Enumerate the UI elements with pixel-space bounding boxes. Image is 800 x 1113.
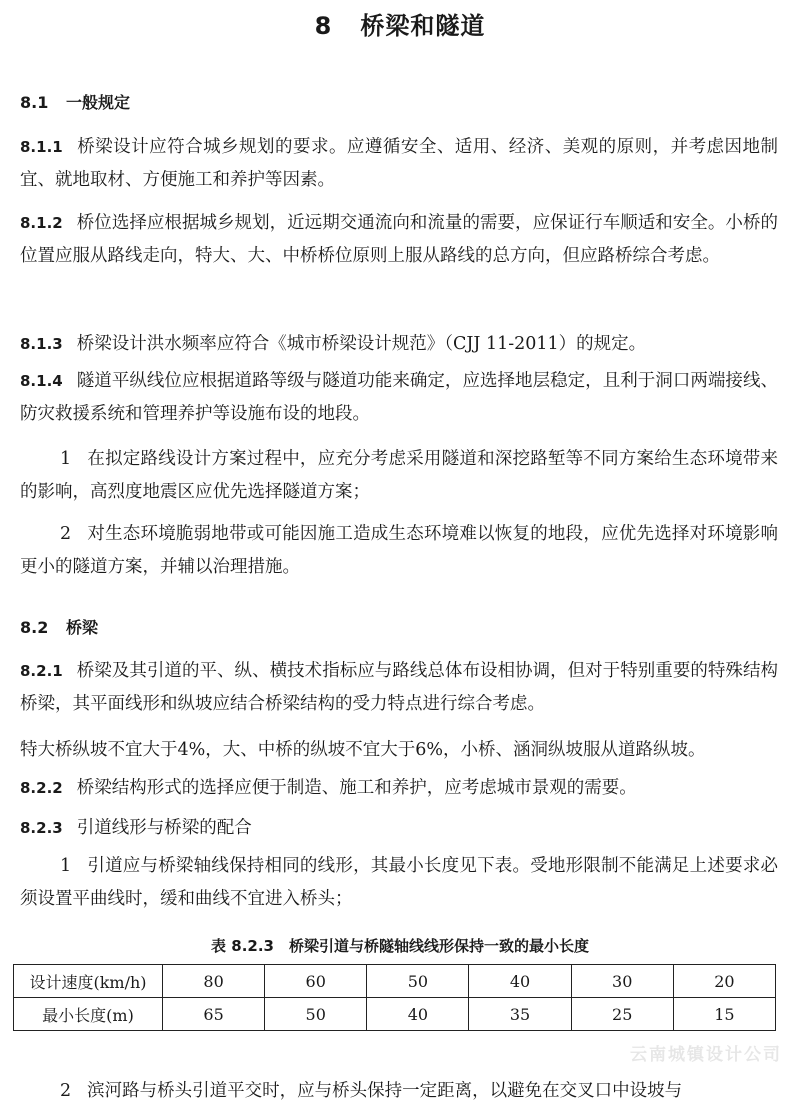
clause-8-1-4 [20, 365, 778, 431]
clause-title: 引道线形与桥梁的配合 [76, 818, 252, 838]
clause-text: 桥梁设计洪水频率应符合《城市桥梁设计规范》（CJJ 11-2011）的规定。 [76, 334, 647, 354]
section-number: 8.2 [20, 618, 49, 637]
clause-8-2-2 [20, 772, 778, 805]
clause-text: 桥梁设计应符合城乡规划的要求。应遵循安全、适用、经济、美观的原则，并考虑因地制宜、就地取材、方便施工和养护等因素。 [20, 137, 778, 190]
item-text: 在拟定路线设计方案过程中，应充分考虑采用隧道和深挖路堑等不同方案给生态环境带来的影响，高烈度地震区应优先选择隧道方案； [20, 449, 778, 502]
table-row [14, 998, 776, 1031]
table-cell: 40 [469, 965, 571, 998]
clause-text: 特大桥纵坡不宜大于4%，大、中桥的纵坡不宜大于6%，小桥、涵洞纵坡服从道路纵坡。 [20, 740, 706, 760]
table-cell: 60 [265, 965, 367, 998]
chapter-title [0, 6, 800, 41]
item-text: 对生态环境脆弱地带或可能因施工造成生态环境难以恢复的地段，应优先选择对环境影响更小的隧道方案，并辅以治理措施。 [20, 524, 778, 577]
item-number: 2 [60, 1081, 72, 1101]
section-heading-8-1 [20, 90, 130, 113]
clause-8-2-3-item-2 [20, 1075, 778, 1108]
table-caption: 表 8.2.3 桥梁引道与桥隧轴线线形保持一致的最小长度 [211, 937, 589, 955]
clause-text: 隧道平纵线位应根据道路等级与隧道功能来确定，应选择地层稳定，且利于洞口两端接线、防灾救援系统和管理养护等设施布设的地段。 [20, 371, 778, 424]
clause-number: 8.1.1 [20, 138, 63, 156]
clause-8-1-4-item-1 [20, 443, 778, 509]
table-cell: 30 [571, 965, 673, 998]
item-number: 1 [60, 449, 72, 469]
table-cell: 35 [469, 998, 571, 1031]
table-cell: 25 [571, 998, 673, 1031]
clause-number: 8.1.2 [20, 214, 63, 232]
table-cell: 50 [367, 965, 469, 998]
clause-8-1-4-item-2 [20, 518, 778, 584]
table-cell: 15 [673, 998, 775, 1031]
watermark-logo: 云南城镇设计公司 [630, 1045, 782, 1065]
section-title: 一般规定 [66, 93, 131, 112]
clause-8-1-1 [20, 131, 778, 197]
table-cell: 65 [163, 998, 265, 1031]
clause-text: 桥梁及其引道的平、纵、横技术指标应与路线总体布设相协调，但对于特别重要的特殊结构桥梁，其平面线形和纵坡应结合桥梁结构的受力特点进行综合考虑。 [20, 661, 778, 714]
clause-8-2-3-item-1 [20, 850, 778, 916]
min-length-table [13, 964, 776, 1031]
chapter-title-text: 桥梁和隧道 [360, 12, 486, 40]
table-row [14, 965, 776, 998]
clause-number: 8.1.3 [20, 335, 63, 353]
clause-8-2-3 [20, 812, 778, 845]
table-cell: 20 [673, 965, 775, 998]
clause-number: 8.2.2 [20, 779, 63, 797]
item-number: 2 [60, 524, 72, 544]
clause-8-2-1 [20, 655, 778, 721]
clause-number: 8.1.4 [20, 372, 63, 390]
table-cell: 80 [163, 965, 265, 998]
section-number: 8.1 [20, 93, 49, 112]
table-row-label: 最小长度(m) [14, 998, 163, 1031]
table-cell: 50 [265, 998, 367, 1031]
clause-text: 桥梁结构形式的选择应便于制造、施工和养护，应考虑城市景观的需要。 [76, 778, 637, 798]
clause-8-1-2 [20, 207, 778, 273]
item-text: 滨河路与桥头引道平交时，应与桥头保持一定距离，以避免在交叉口中设坡与 [87, 1081, 683, 1101]
clause-8-1-3 [20, 328, 778, 361]
clause-number: 8.2.1 [20, 662, 63, 680]
section-title: 桥梁 [66, 618, 99, 637]
table-cell: 40 [367, 998, 469, 1031]
item-number: 1 [60, 856, 72, 876]
clause-8-2-1-continuation [20, 734, 778, 767]
section-heading-8-2 [20, 615, 98, 638]
chapter-number: 8 [314, 12, 333, 40]
item-text: 引道应与桥梁轴线保持相同的线形，其最小长度见下表。受地形限制不能满足上述要求必须设置平曲线时，缓和曲线不宜进入桥头； [20, 856, 778, 909]
clause-number: 8.2.3 [20, 819, 63, 837]
clause-text: 桥位选择应根据城乡规划，近远期交通流向和流量的需要，应保证行车顺适和安全。小桥的位置应服从路线走向，特大、大、中桥桥位原则上服从路线的总方向，但应路桥综合考虑。 [20, 213, 778, 266]
table-row-label: 设计速度(km/h) [14, 965, 163, 998]
